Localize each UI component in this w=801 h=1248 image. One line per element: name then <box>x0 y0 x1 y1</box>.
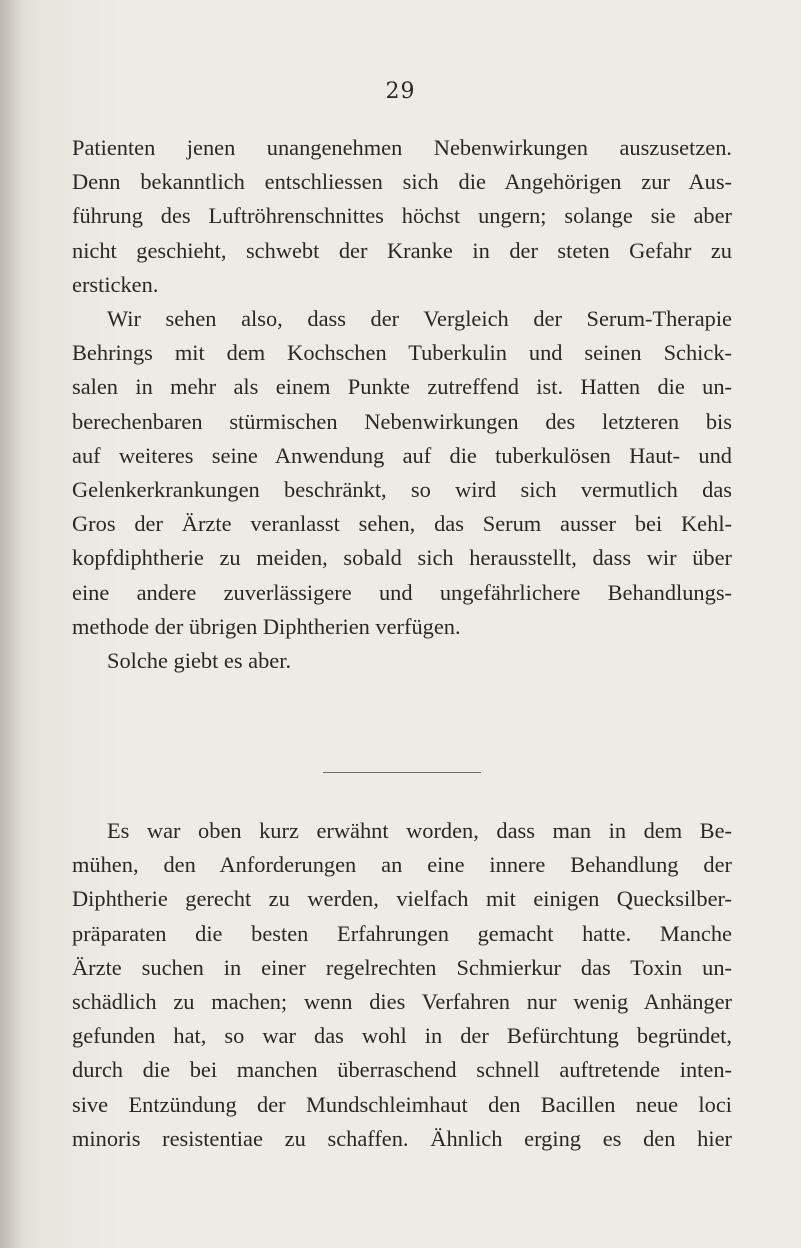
text-line: auf weiteres seine Anwendung auf die tuberkulösen Haut- und <box>72 442 732 468</box>
text-line: Denn bekanntlich entschliessen sich die Angehörigen zur Aus- <box>72 169 732 195</box>
section-divider <box>323 772 481 773</box>
text-line: Wir sehen also, dass der Vergleich der Serum-Therapie <box>107 306 732 332</box>
text-line: führung des Luftröhrenschnittes höchst ungern; solange sie aber <box>72 203 732 229</box>
text-line: Behrings mit dem Kochschen Tuberkulin und seinen Schick- <box>72 340 732 366</box>
text-line: Solche giebt es aber. <box>107 648 292 674</box>
text-line: gefunden hat, so war das wohl in der Befürchtung begründet, <box>72 1023 732 1049</box>
text-line: Gelenkerkrankungen beschränkt, so wird sich vermutlich das <box>72 477 732 503</box>
text-line: Gros der Ärzte veranlasst sehen, das Serum ausser bei Kehl- <box>72 511 732 537</box>
text-block-top <box>72 131 732 678</box>
text-block-bottom <box>72 814 732 1156</box>
text-line: sive Entzündung der Mundschleimhaut den Bacillen neue loci <box>72 1091 732 1117</box>
text-line: präparaten die besten Erfahrungen gemacht hatte. Manche <box>72 920 732 946</box>
text-line: Patienten jenen unangenehmen Nebenwirkungen auszusetzen. <box>72 135 732 160</box>
text-line: salen in mehr als einem Punkte zutreffend ist. Hatten die un- <box>72 374 732 400</box>
text-line: methode der übrigen Diphtherien verfügen. <box>72 613 461 639</box>
page-number: 29 <box>385 79 416 104</box>
text-line: Es war oben kurz erwähnt worden, dass man in dem Be- <box>107 818 732 843</box>
text-line: minoris resistentiae zu schaffen. Ähnlich erging es den hier <box>72 1125 732 1151</box>
page-binding-shadow <box>0 0 22 1248</box>
text-line: durch die bei manchen überraschend schnell auftretende inten- <box>72 1057 732 1083</box>
text-line: Ärzte suchen in einer regelrechten Schmierkur das Toxin un- <box>72 954 732 980</box>
text-line: eine andere zuverlässigere und ungefährlichere Behandlungs- <box>72 579 732 605</box>
text-line: ersticken. <box>72 271 159 297</box>
text-line: schädlich zu machen; wenn dies Verfahren nur wenig Anhänger <box>72 989 732 1015</box>
text-line: kopfdiphtherie zu meiden, sobald sich herausstellt, dass wir über <box>72 545 732 571</box>
text-line: Diphtherie gerecht zu werden, vielfach mit einigen Quecksilber- <box>72 886 732 912</box>
text-line: nicht geschieht, schwebt der Kranke in der steten Gefahr zu <box>72 237 732 263</box>
text-line: berechenbaren stürmischen Nebenwirkungen des letzteren bis <box>72 408 732 434</box>
text-line: mühen, den Anforderungen an eine innere Behandlung der <box>72 852 732 878</box>
